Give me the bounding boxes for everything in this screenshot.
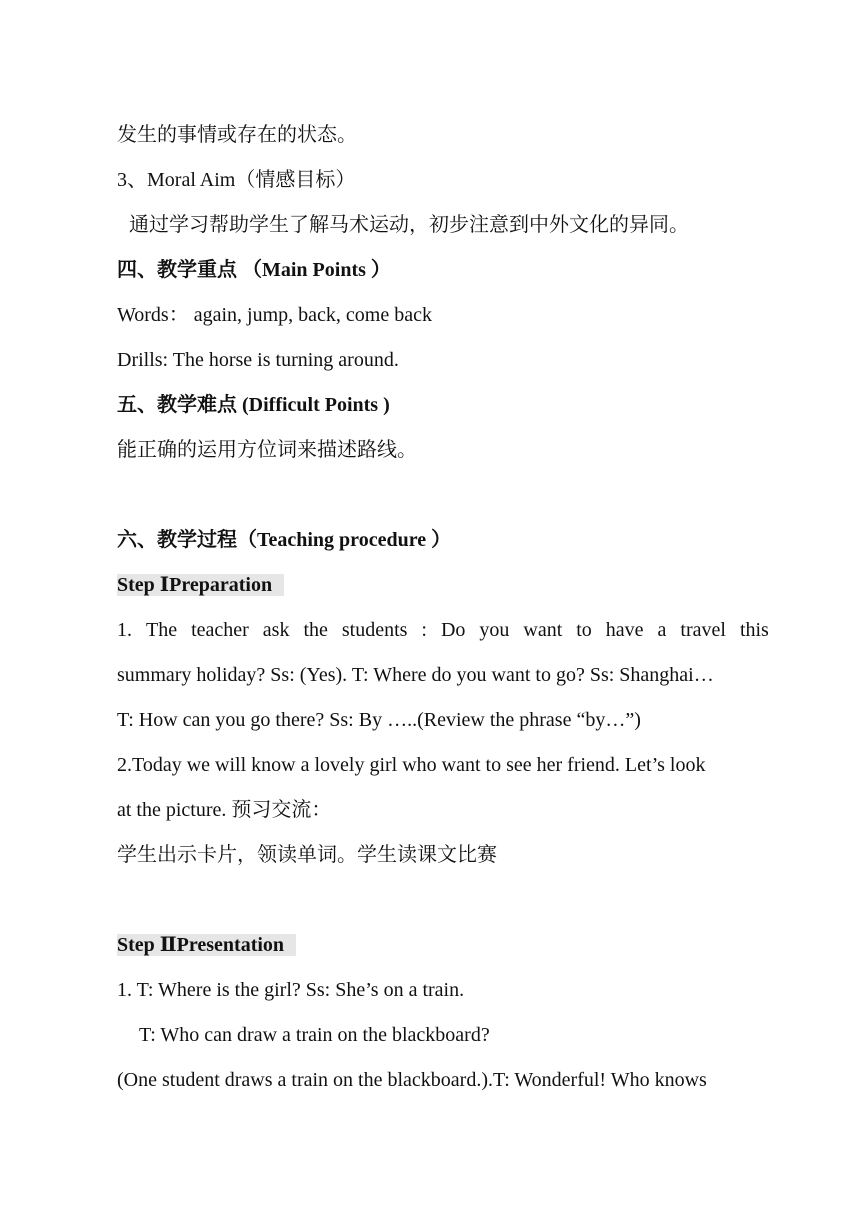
- text-line: summary holiday? Ss: (Yes). T: Where do you want to go? Ss: Shanghai…: [117, 664, 714, 686]
- word: ask: [262, 619, 290, 641]
- text-line: Drills: The horse is turning around.: [117, 349, 399, 371]
- section-heading-main-points: 四、教学重点 （Main Points ）: [117, 259, 391, 281]
- section-heading-teaching-procedure: 六、教学过程（Teaching procedure ）: [117, 529, 452, 551]
- text-line: 通过学习帮助学生了解马术运动，初步注意到中外文化的异同。: [129, 214, 689, 236]
- word: Do: [440, 619, 466, 641]
- word: a: [657, 619, 667, 641]
- text-line: 学生出示卡片，领读单词。学生读课文比赛: [117, 844, 497, 866]
- text-line: (One student draws a train on the blackboard.).T: Wonderful! Who knows: [117, 1069, 707, 1091]
- word: have: [605, 619, 644, 641]
- word: to: [576, 619, 592, 641]
- word: you: [479, 619, 510, 641]
- word: teacher: [191, 619, 249, 641]
- word: The: [145, 619, 178, 641]
- text-line: T: How can you go there? Ss: By …..(Review the phrase “by…”): [117, 709, 641, 731]
- word: :: [421, 619, 427, 641]
- step-preparation-label: Step ⅠPreparation: [117, 574, 284, 596]
- text-line: at the picture. 预习交流：: [117, 799, 332, 821]
- word: travel: [680, 619, 726, 641]
- text-line: 发生的事情或存在的状态。: [117, 124, 357, 146]
- text-line: 1. T: Where is the girl? Ss: She’s on a train.: [117, 979, 465, 1001]
- text-line: 能正确的运用方位词来描述路线。: [117, 439, 417, 461]
- text-line: Words： again, jump, back, come back: [117, 304, 432, 326]
- word: want: [523, 619, 563, 641]
- word: 1.: [117, 619, 132, 641]
- section-heading-difficult-points: 五、教学难点 (Difficult Points ): [117, 394, 390, 416]
- word: students: [341, 619, 408, 641]
- word: the: [303, 619, 328, 641]
- step-heading-preparation: [117, 572, 284, 598]
- text-line: T: Who can draw a train on the blackboard?: [139, 1024, 490, 1046]
- step-presentation-label: Step ⅡPresentation: [117, 934, 296, 956]
- step-heading-presentation: [117, 932, 296, 958]
- text-line-justified: [117, 617, 769, 643]
- text-line: 3、Moral Aim（情感目标）: [117, 169, 356, 191]
- text-line: 2.Today we will know a lovely girl who want to see her friend. Let’s look: [117, 754, 706, 776]
- word: this: [739, 619, 769, 641]
